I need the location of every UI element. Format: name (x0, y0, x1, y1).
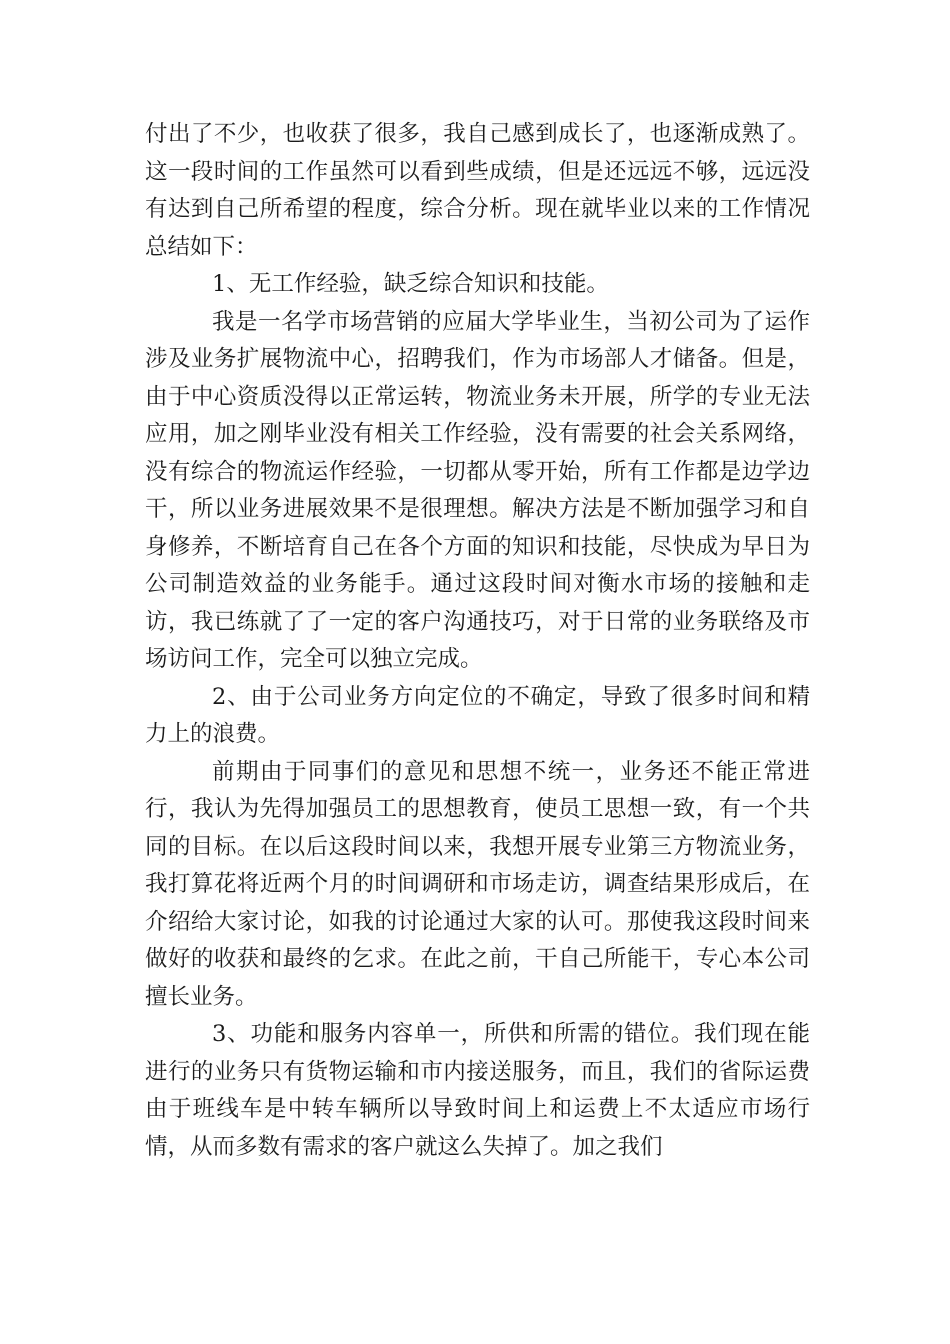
section-heading-1: 1、无工作经验，缺乏综合知识和技能。 (212, 271, 609, 297)
paragraph-continuation: 付出了不少，也收获了很多，我自己感到成长了，也逐渐成熟了。这一段时间的工作虽然可以看到些成绩，但是还远远不够，远远没有达到自己所希望的程度，综合分析。现在就毕业以来的工作情况总结如下： (145, 121, 810, 260)
section-heading-3-paragraph: 3、功能和服务内容单一，所供和所需的错位。我们现在能进行的业务只有货物运输和市内接送服务，而且，我们的省际运费由于班线车是中转车辆所以导致时间上和运费上不太适应市场行情，从而多数有需求的客户就这么失掉了。加之我们 (145, 1021, 810, 1160)
paragraph-section-2: 前期由于同事们的意见和思想不统一，业务还不能正常进行，我认为先得加强员工的思想教育，使员工思想一致，有一个共同的目标。在以后这段时间以来，我想开展专业第三方物流业务，我打算花将近两个月的时间调研和市场走访，调查结果形成后，在介绍给大家讨论，如我的讨论通过大家的认可。那使我这段时间来做好的收获和最终的乞求。在此之前，干自己所能干，专心本公司擅长业务。 (145, 758, 810, 1010)
section-heading-2: 2、由于公司业务方向定位的不确定，导致了很多时间和精力上的浪费。 (145, 683, 810, 747)
paragraph-section-1: 我是一名学市场营销的应届大学毕业生，当初公司为了运作涉及业务扩展物流中心，招聘我们，作为市场部人才储备。但是，由于中心资质没得以正常运转，物流业务未开展，所学的专业无法应用，加之刚毕业没有相关工作经验，没有需要的社会关系网络，没有综合的物流运作经验，一切都从零开始，所有工作都是边学边干，所以业务进展效果不是很理想。解决方法是不断加强学习和自身修养，不断培育自己在各个方面的知识和技能，尽快成为早日为公司制造效益的业务能手。通过这段时间对衡水市场的接触和走访，我已练就了了一定的客户沟通技巧，对于日常的业务联络及市场访问工作，完全可以独立完成。 (145, 308, 810, 672)
document-body (145, 116, 810, 1166)
